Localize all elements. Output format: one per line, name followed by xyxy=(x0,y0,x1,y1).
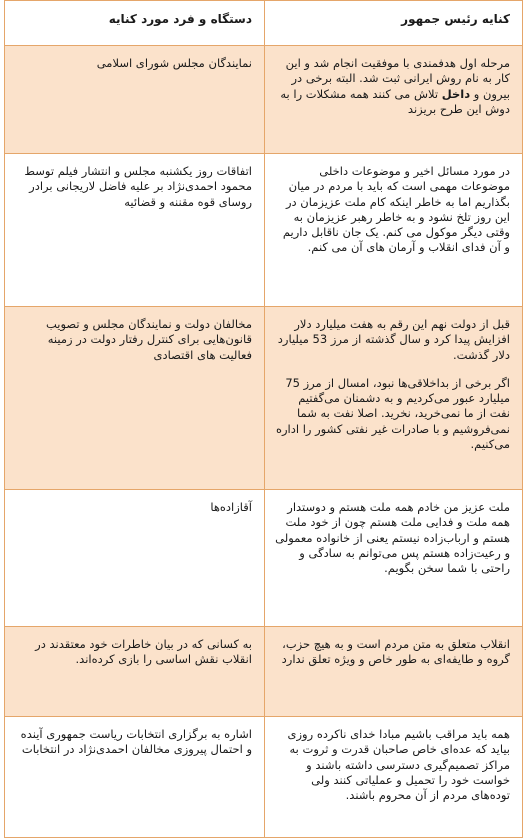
statement-text: در مورد مسائل اخیر و موضوعات داخلی موضوعات مهمی است که باید با مردم در میان بگذاریم اما به خاطر اینکه کام ملت عزیزمان در این روز تلخ نشود و به خاطر رهبر عزیزمان به وقتی دیگر موکول می کنم. یک جان ناقابل داریم و آن فدای انقلاب و آرمان های آن می کنم. xyxy=(282,164,510,255)
table-row xyxy=(5,46,523,154)
statement-cell xyxy=(265,717,523,838)
statement-text: مرحله اول هدفمندی با موفقیت انجام شد و این کار به نام روش ایرانی ثبت شد. البته برخی در بیرون و داخل تلاش می کنند همه مشکلات را به دوش این طرح بریزند xyxy=(280,56,510,116)
target-cell: مخالفان دولت و نمایندگان مجلس و تصویب قانون‌هایی برای کنترل رفتار دولت در زمینه فعالیت های اقتصادی xyxy=(5,307,265,490)
header-president-remark: کنایه رئیس جمهور xyxy=(265,1,523,46)
table-row xyxy=(5,627,523,717)
statement-cell xyxy=(265,627,523,717)
target-cell: اشاره به برگزاری انتخابات ریاست جمهوری آینده و احتمال پیروزی مخالفان احمدی‌نژاد در انتخابات xyxy=(5,717,265,838)
target-cell: آقازاده‌ها xyxy=(5,490,265,627)
statement-cell xyxy=(265,46,523,154)
table-row xyxy=(5,154,523,307)
header-row xyxy=(5,1,523,46)
table-row xyxy=(5,307,523,490)
statement-cell xyxy=(265,154,523,307)
target-cell: نمایندگان مجلس شورای اسلامی xyxy=(5,46,265,154)
statement-cell xyxy=(265,490,523,627)
statement-text: قبل از دولت نهم این رقم به هفت میلیارد دلار افزایش پیدا کرد و سال گذشته از مرز 53 میلیارد دلار گذشت. xyxy=(277,317,510,362)
table-row xyxy=(5,490,523,627)
emphasis-word: داخل xyxy=(441,86,471,101)
statement-text: انقلاب متعلق به متن مردم است و به هیچ حزب، گروه و طایفه‌ای به طور خاص و ویژه تعلق ندارد xyxy=(281,637,510,667)
header-target: دستگاه و فرد مورد کنایه xyxy=(5,1,265,46)
statement-text: همه باید مراقب باشیم مبادا خدای ناکرده روزی بیاید که عده‌ای خاص صاحبان قدرت و ثروت به مراکز تصمیم‌گیری دسترسی داشته باشند و خواست خود را تحمیل و عملیاتی کنند ولی توده‌های مردم از آن محروم باشند. xyxy=(287,727,510,803)
statement-text: ملت عزیز من خادم همه ملت هستم و دوستدار همه ملت و فدایی ملت هستم چون از خود ملت هستم و ارباب‌زاده نیستم یعنی از خانواده معمولی و رعیت‌زاده هستم پس می‌توانم به سادگی و راحتی با شما سخن بگویم. xyxy=(275,500,510,576)
table-row xyxy=(5,717,523,838)
target-cell: به کسانی که در بیان خاطرات خود معتقدند در انقلاب نقش اساسی را بازی کرده‌اند. xyxy=(5,627,265,717)
target-cell: اتفاقات روز یکشنبه مجلس و انتشار فیلم توسط محمود احمدی‌نژاد بر علیه فاضل لاریجانی برادر روسای قوه مقننه و قضائیه xyxy=(5,154,265,307)
statement-text: اگر برخی از بداخلاقی‌ها نبود، امسال از مرز 75 میلیارد عبور می‌کردیم و به دشمنان می‌گفتیم نفت از ما نمی‌خرید، نخرید. اصلا نفت به شما نمی‌فروشیم و با صادرات غیر نفتی کشور را اداره می‌کنیم. xyxy=(275,375,510,452)
quote-table xyxy=(4,0,523,838)
statement-cell xyxy=(265,307,523,490)
